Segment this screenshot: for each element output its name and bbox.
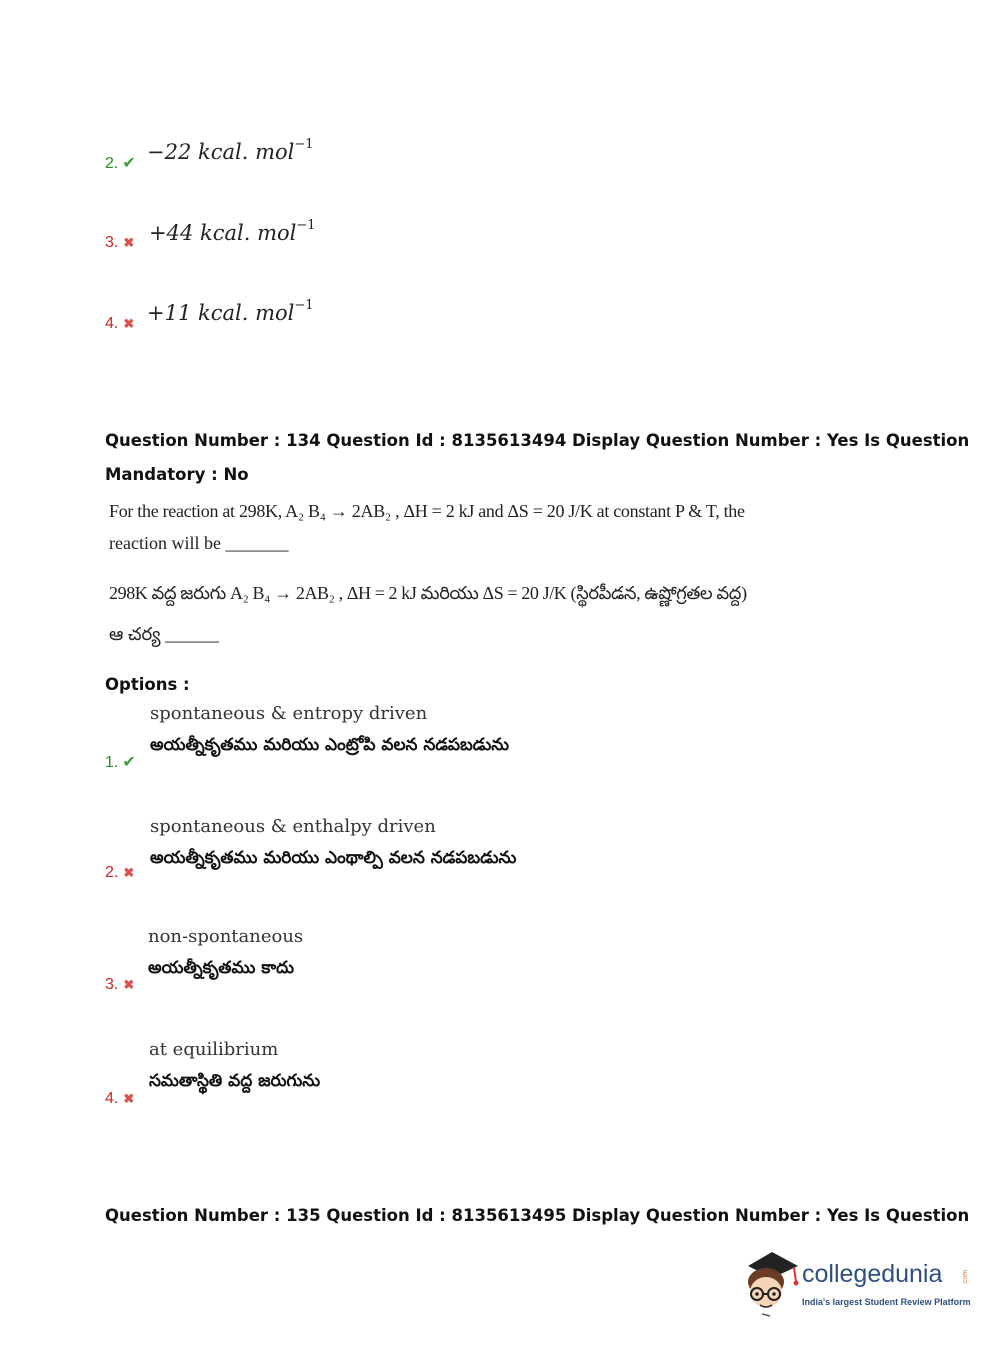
options-label: Options : <box>105 675 190 694</box>
cross-icon: ✖ <box>123 977 135 992</box>
option-expression: +11 kcal. mol$^{-1}$ <box>147 298 314 325</box>
question-text-te-line2: ఆ చర్య ______ <box>109 624 219 644</box>
question-header-mandatory: Mandatory : No <box>105 465 249 484</box>
option-number: 1. ✔ <box>105 754 136 771</box>
cross-icon: ✖ <box>123 1091 135 1106</box>
option-number: 4. ✖ <box>105 1090 135 1107</box>
option-text-te: అయత్నీకృతము మరియు ఎంథాల్పి వలన నడపబడును <box>150 848 517 868</box>
option-number: 3. ✖ <box>105 976 135 993</box>
option-text-en: at equilibrium <box>149 1039 279 1060</box>
cross-icon: ✖ <box>123 865 135 880</box>
option-number: 3. ✖ <box>105 234 135 251</box>
option-text-en: spontaneous & enthalpy driven <box>150 816 436 837</box>
check-icon: ✔ <box>122 754 136 771</box>
question-text-en-line1: For the reaction at 298K, A₂ B₄ → 2AB₂ , ΔH = 2 kJ and ΔS = 20 J/K at constant P & T, the <box>109 501 745 521</box>
question-text-te-line1: 298K వద్ద జరుగు A₂ B₄ → 2AB₂ , ΔH = 2 kJ మరియు ΔS = 20 J/K (స్థిరపీడన, ఉష్ణోగ్రతల వద్ద) <box>109 583 747 603</box>
logo-suffix: .com <box>962 1269 970 1286</box>
option-number: 2. ✔ <box>105 155 136 172</box>
option-number: 2. ✖ <box>105 864 135 881</box>
question-header: Question Number : 135 Question Id : 8135613495 Display Question Number : Yes Is Question <box>105 1206 970 1225</box>
option-text-en: non-spontaneous <box>148 926 304 947</box>
option-expression: −22 kcal. mol$^{-1}$ <box>147 137 314 164</box>
logo-name: collegedunia <box>802 1260 943 1288</box>
option-expression: +44 kcal. mol$^{-1}$ <box>149 218 316 245</box>
option-number: 4. ✖ <box>105 315 135 332</box>
question-header: Question Number : 134 Question Id : 8135613494 Display Question Number : Yes Is Question <box>105 431 970 450</box>
collegedunia-logo <box>742 1248 972 1318</box>
question-text-en-line2: reaction will be _______ <box>109 533 289 553</box>
cross-icon: ✖ <box>123 316 135 331</box>
option-text-te: సమతాస్థితి వద్ద జరుగును <box>149 1071 321 1091</box>
option-text-te: అయత్నీకృతము కాదు <box>148 958 294 978</box>
cross-icon: ✖ <box>123 235 135 250</box>
logo-tagline: India's largest Student Review Platform <box>802 1297 971 1307</box>
check-icon: ✔ <box>122 155 136 172</box>
mascot-icon <box>742 1248 802 1318</box>
option-text-en: spontaneous & entropy driven <box>150 703 428 724</box>
option-text-te: అయత్నీకృతము మరియు ఎంట్రోపి వలన నడపబడును <box>150 735 510 755</box>
